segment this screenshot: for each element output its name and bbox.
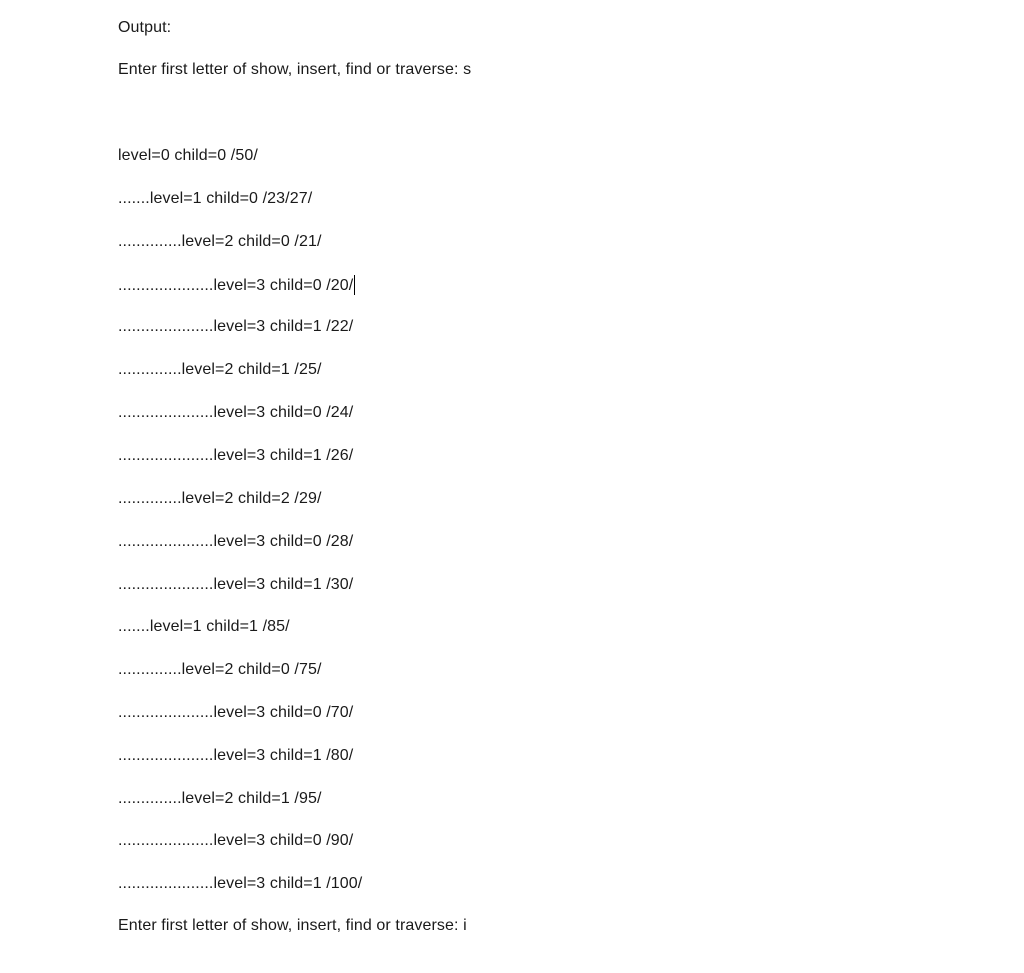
tree-line: .......level=1 child=1 /85/ — [118, 618, 290, 635]
tree-line: ..............level=2 child=1 /95/ — [118, 790, 322, 807]
prompt-insert-line: Enter first letter of show, insert, find or traverse: i — [118, 917, 467, 934]
tree-line: .....................level=3 child=1 /80/ — [118, 747, 354, 764]
tree-line: ..............level=2 child=0 /21/ — [118, 233, 322, 250]
tree-line: .....................level=3 child=0 /24/ — [118, 404, 354, 421]
tree-line: .....................level=3 child=1 /100/ — [118, 875, 363, 892]
tree-line: .....................level=3 child=1 /22/ — [118, 318, 354, 335]
tree-line: .....................level=3 child=1 /26/ — [118, 447, 354, 464]
tree-line: .....................level=3 child=0 /90/ — [118, 832, 354, 849]
tree-line: .......level=1 child=0 /23/27/ — [118, 190, 313, 207]
tree-line: ..............level=2 child=1 /25/ — [118, 361, 322, 378]
prompt-show-line: Enter first letter of show, insert, find or traverse: s — [118, 61, 472, 78]
text-caret — [354, 275, 355, 295]
output-heading: Output: — [118, 19, 172, 36]
tree-line-text: .....................level=3 child=0 /20/ — [118, 277, 354, 294]
tree-line-with-caret[interactable] — [118, 275, 355, 296]
tree-line: .....................level=3 child=0 /28/ — [118, 533, 354, 550]
tree-line: .....................level=3 child=1 /30/ — [118, 576, 354, 593]
tree-line: .....................level=3 child=0 /70/ — [118, 704, 354, 721]
tree-line: ..............level=2 child=2 /29/ — [118, 490, 322, 507]
tree-line: level=0 child=0 /50/ — [118, 147, 258, 164]
tree-line: ..............level=2 child=0 /75/ — [118, 661, 322, 678]
